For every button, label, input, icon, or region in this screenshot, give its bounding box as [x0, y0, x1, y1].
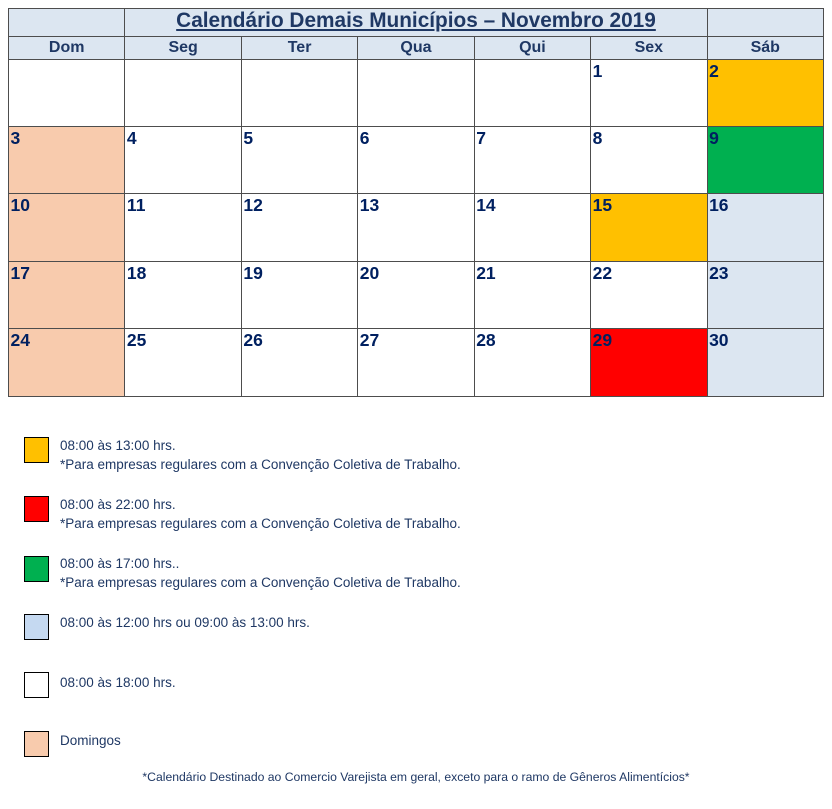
- legend-text: [60, 554, 461, 592]
- day-number: 25: [126, 330, 147, 350]
- day-cell: [125, 194, 241, 262]
- day-number: 30: [709, 330, 729, 350]
- day-cell: [242, 194, 358, 262]
- day-number: 15: [592, 195, 613, 215]
- day-number: 11: [126, 195, 146, 215]
- legend-swatch: [24, 614, 49, 640]
- day-number: 10: [10, 195, 30, 215]
- weekday-header-seg: Seg: [125, 37, 241, 60]
- day-cell: [475, 60, 591, 127]
- day-cell: [358, 60, 474, 127]
- day-number: 3: [10, 128, 21, 148]
- day-cell: [9, 329, 125, 397]
- title-row-right-cell: [708, 9, 824, 37]
- day-number: 5: [243, 128, 254, 148]
- day-number: 12: [243, 195, 263, 215]
- day-cell: [475, 127, 591, 194]
- title-cell: [125, 9, 707, 37]
- legend-text: [60, 613, 310, 632]
- day-number: 4: [126, 128, 137, 148]
- day-number: 21: [476, 263, 496, 283]
- legend-text: [60, 673, 176, 692]
- day-cell: [591, 127, 707, 194]
- legend-label: 08:00 às 18:00 hrs.: [60, 675, 176, 690]
- day-cell: [475, 194, 591, 262]
- day-cell: [358, 329, 474, 397]
- day-number: 26: [243, 330, 263, 350]
- legend-swatch: [24, 731, 49, 757]
- legend-label: 08:00 às 17:00 hrs..: [60, 556, 180, 571]
- legend-swatch: [24, 496, 49, 522]
- day-number: 2: [709, 61, 719, 81]
- day-number: 13: [359, 195, 380, 215]
- day-number: 29: [592, 330, 613, 350]
- legend-swatch: [24, 556, 49, 582]
- day-cell: [591, 329, 707, 397]
- day-cell: [242, 262, 358, 329]
- day-cell: [358, 262, 474, 329]
- day-cell: [9, 60, 125, 127]
- day-number: 7: [476, 128, 486, 148]
- day-cell: [708, 194, 824, 262]
- day-cell: [242, 329, 358, 397]
- day-cell: [125, 329, 241, 397]
- legend-swatch: [24, 672, 49, 698]
- legend-text: [60, 436, 461, 474]
- legend-note: *Para empresas regulares com a Convenção Coletiva de Trabalho.: [60, 516, 461, 531]
- day-cell: [125, 262, 241, 329]
- day-cell: [9, 194, 125, 262]
- day-cell: [591, 262, 707, 329]
- day-cell: [358, 194, 474, 262]
- title-row-left-cell: [9, 9, 125, 37]
- day-cell: [591, 60, 707, 127]
- day-cell: [708, 262, 824, 329]
- day-number: 14: [476, 195, 496, 215]
- legend-label: 08:00 às 22:00 hrs.: [60, 497, 176, 512]
- weekday-header-ter: Ter: [242, 37, 358, 60]
- legend-note: *Para empresas regulares com a Convenção Coletiva de Trabalho.: [60, 575, 461, 590]
- legend-label: 08:00 às 12:00 hrs ou 09:00 às 13:00 hrs.: [60, 615, 310, 630]
- day-number: 1: [592, 61, 603, 81]
- legend-label: 08:00 às 13:00 hrs.: [60, 438, 176, 453]
- weekday-header-qua: Qua: [358, 37, 474, 60]
- day-cell: [708, 127, 824, 194]
- day-number: 22: [592, 263, 613, 283]
- legend-text: [60, 495, 461, 533]
- weekday-header-sab: Sáb: [708, 37, 824, 60]
- day-cell: [9, 262, 125, 329]
- legend-swatch: [24, 437, 49, 463]
- day-number: 23: [709, 263, 729, 283]
- day-cell: [125, 60, 241, 127]
- weekday-header-sex: Sex: [591, 37, 707, 60]
- day-cell: [358, 127, 474, 194]
- legend-text: [60, 731, 121, 750]
- footer-note: *Calendário Destinado ao Comercio Varejista em geral, exceto para o ramo de Gêneros Alimentícios*: [142, 770, 690, 784]
- day-number: 16: [709, 195, 729, 215]
- day-number: 19: [243, 263, 263, 283]
- day-cell: [591, 194, 707, 262]
- weekday-header-dom: Dom: [9, 37, 125, 60]
- day-cell: [475, 329, 591, 397]
- day-number: 17: [10, 263, 30, 283]
- day-number: 27: [359, 330, 380, 350]
- calendar-grid: [8, 8, 824, 397]
- day-cell: [475, 262, 591, 329]
- legend-note: *Para empresas regulares com a Convenção Coletiva de Trabalho.: [60, 457, 461, 472]
- day-cell: [125, 127, 241, 194]
- day-cell: [708, 60, 824, 127]
- legend-label: Domingos: [60, 733, 121, 748]
- day-number: 28: [476, 330, 496, 350]
- calendar-title: Calendário Demais Municípios – Novembro 2019: [176, 9, 656, 32]
- day-number: 20: [359, 263, 380, 283]
- day-number: 24: [10, 330, 30, 350]
- day-number: 8: [592, 128, 603, 148]
- day-cell: [242, 127, 358, 194]
- day-number: 18: [126, 263, 147, 283]
- day-number: 9: [709, 128, 719, 148]
- weekday-header-qui: Qui: [475, 37, 591, 60]
- day-cell: [9, 127, 125, 194]
- day-cell: [708, 329, 824, 397]
- day-cell: [242, 60, 358, 127]
- day-number: 6: [359, 128, 370, 148]
